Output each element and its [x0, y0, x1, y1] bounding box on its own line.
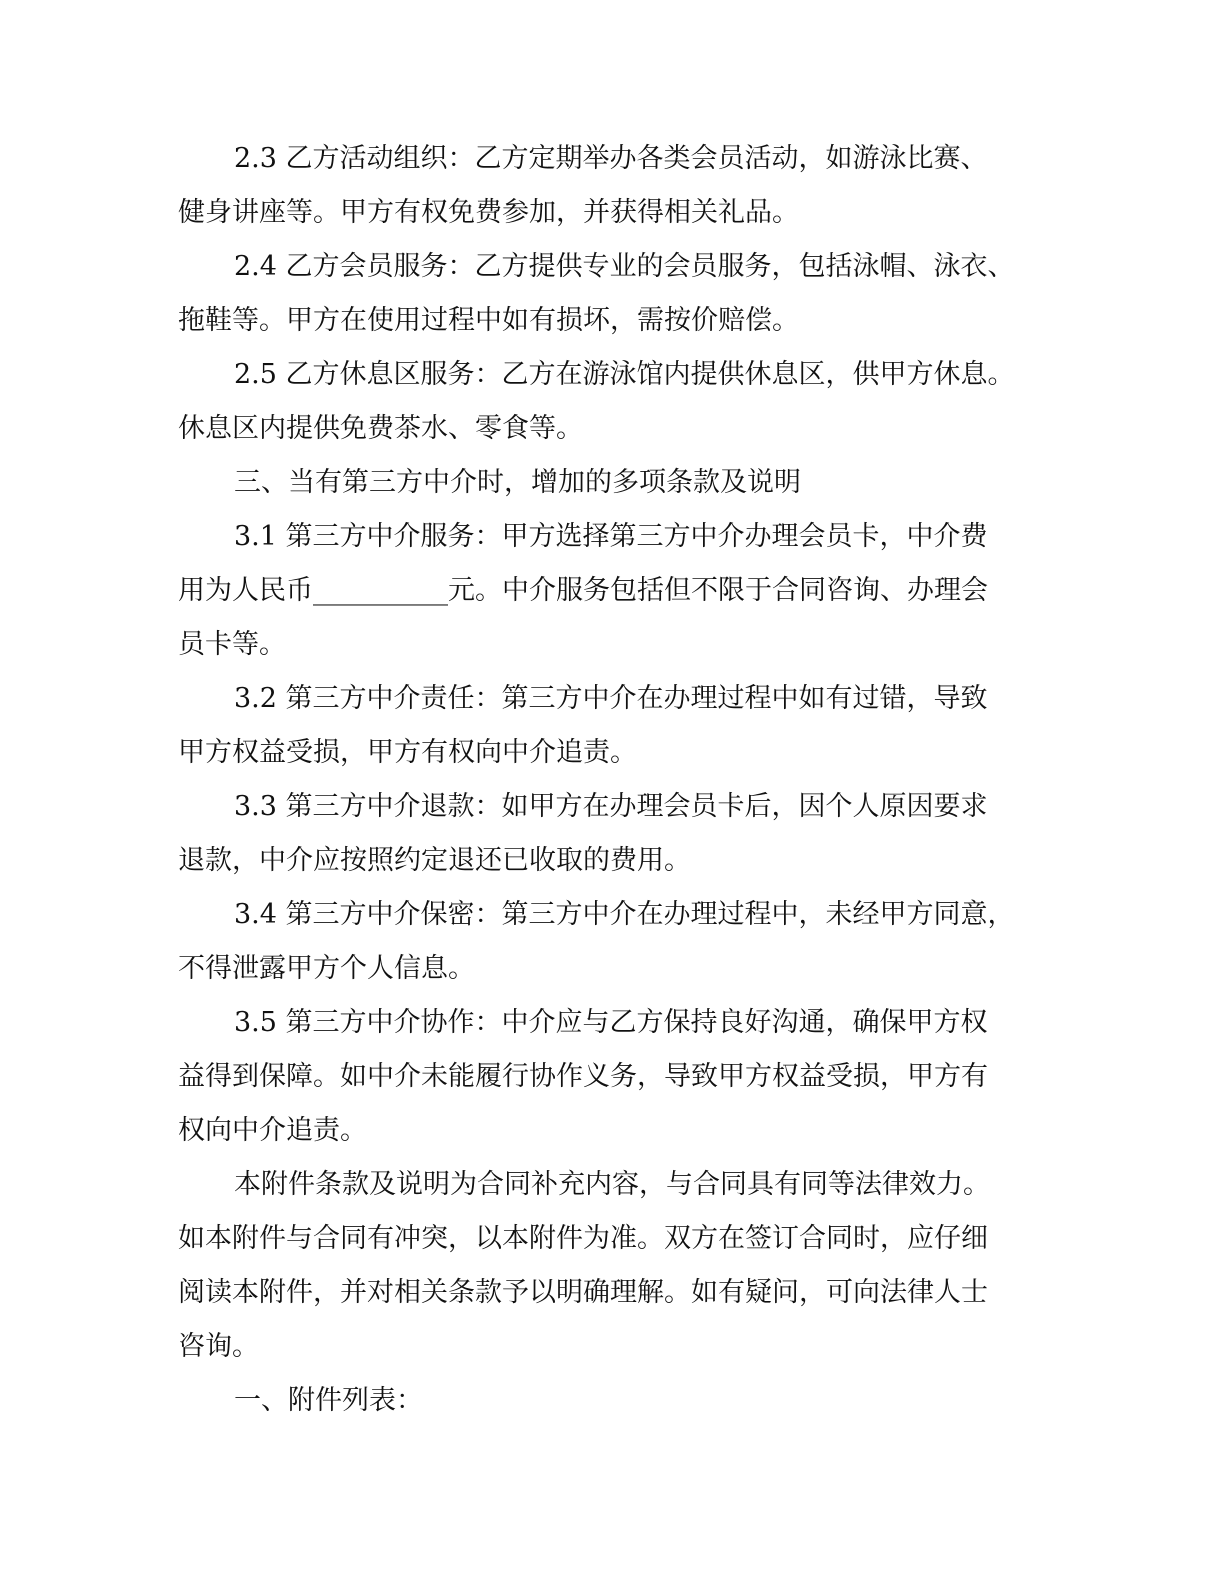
paragraph-line: 退款，中介应按照约定退还已收取的费用。: [178, 845, 691, 876]
section-heading-3: [178, 456, 1058, 510]
paragraph-line: 员卡等。: [178, 629, 286, 660]
paragraph-line: 阅读本附件，并对相关条款予以明确理解。如有疑问，可向法律人士: [178, 1277, 988, 1308]
document-body: [178, 132, 1058, 1428]
paragraph-line: 休息区内提供免费茶水、零食等。: [178, 413, 583, 444]
paragraph-2-3: [178, 132, 1058, 240]
paragraph-line: 健身讲座等。甲方有权免费参加，并获得相关礼品。: [178, 197, 799, 228]
paragraph-line: 3.2 第三方中介责任：第三方中介在办理过程中如有过错，导致: [234, 683, 988, 714]
paragraph-3-4: [178, 888, 1058, 996]
section-heading-line: 一、附件列表：: [234, 1385, 423, 1416]
paragraph-line: 权向中介追责。: [178, 1115, 367, 1146]
section-heading-line: 三、当有第三方中介时，增加的多项条款及说明: [234, 467, 801, 498]
paragraph-line: 2.4 乙方会员服务：乙方提供专业的会员服务，包括泳帽、泳衣、: [234, 251, 1015, 282]
paragraph-line: 益得到保障。如中介未能履行协作义务，导致甲方权益受损，甲方有: [178, 1061, 988, 1092]
paragraph-line: 3.1 第三方中介服务：甲方选择第三方中介办理会员卡，中介费: [234, 521, 988, 552]
paragraph-annex-statement: [178, 1158, 1058, 1374]
paragraph-line: 如本附件与合同有冲突，以本附件为准。双方在签订合同时，应仔细: [178, 1223, 988, 1254]
paragraph-3-5: [178, 996, 1058, 1158]
paragraph-line: 用为人民币__________元。中介服务包括但不限于合同咨询、办理会: [178, 575, 988, 606]
paragraph-2-4: [178, 240, 1058, 348]
paragraph-line: 本附件条款及说明为合同补充内容，与合同具有同等法律效力。: [234, 1169, 990, 1200]
paragraph-line: 2.5 乙方休息区服务：乙方在游泳馆内提供休息区，供甲方休息。: [234, 359, 1015, 390]
paragraph-line: 甲方权益受损，甲方有权向中介追责。: [178, 737, 637, 768]
paragraph-line: 2.3 乙方活动组织：乙方定期举办各类会员活动，如游泳比赛、: [234, 143, 988, 174]
paragraph-line: 不得泄露甲方个人信息。: [178, 953, 475, 984]
section-heading-annex-list: [178, 1374, 1058, 1428]
paragraph-3-2: [178, 672, 1058, 780]
paragraph-line: 3.5 第三方中介协作：中介应与乙方保持良好沟通，确保甲方权: [234, 1007, 988, 1038]
paragraph-line: 3.3 第三方中介退款：如甲方在办理会员卡后，因个人原因要求: [234, 791, 988, 822]
paragraph-line: 3.4 第三方中介保密：第三方中介在办理过程中，未经甲方同意，: [234, 899, 1015, 930]
paragraph-line: 拖鞋等。甲方在使用过程中如有损坏，需按价赔偿。: [178, 305, 799, 336]
paragraph-3-1: [178, 510, 1058, 672]
paragraph-2-5: [178, 348, 1058, 456]
paragraph-3-3: [178, 780, 1058, 888]
paragraph-line: 咨询。: [178, 1331, 259, 1362]
